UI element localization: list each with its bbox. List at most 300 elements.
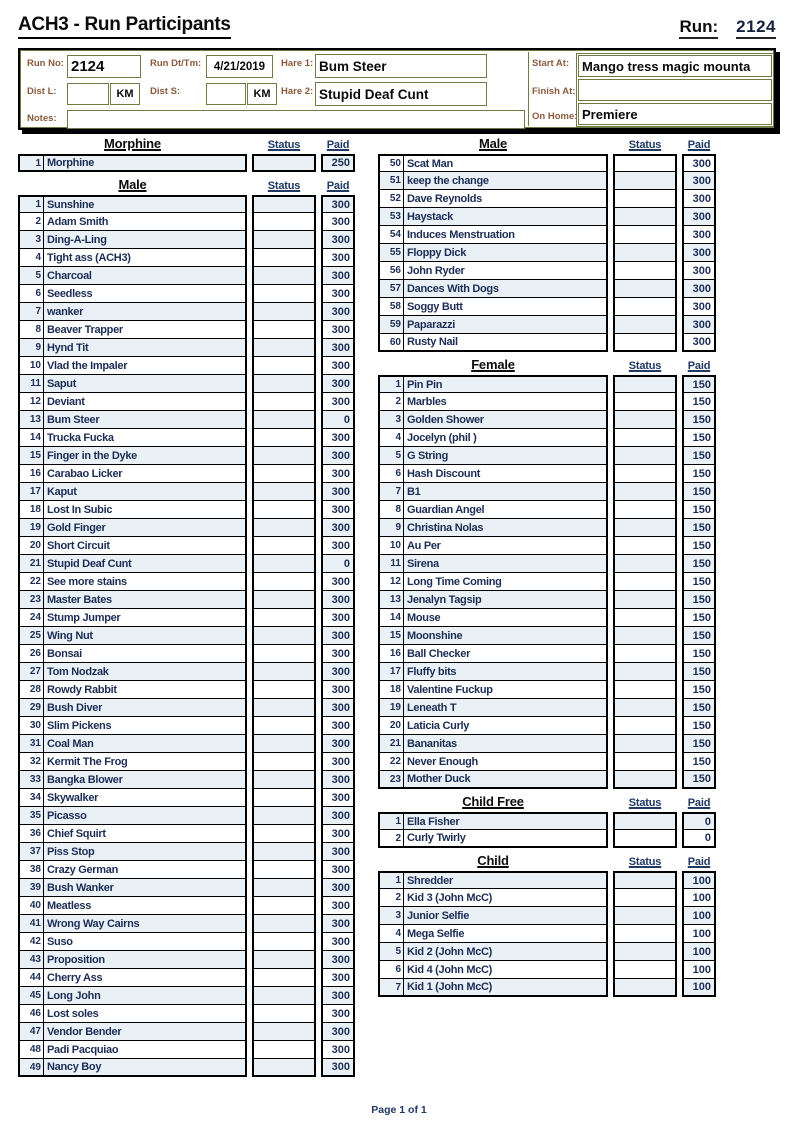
paid-amount: 250 [321, 154, 355, 172]
paid-amount: 150 [682, 609, 716, 627]
paid-column-header: Paid [687, 797, 711, 809]
finish-at-field [578, 79, 772, 101]
on-home-field: Premiere [578, 103, 772, 125]
runner-name: Proposition [44, 951, 247, 969]
status-cell [613, 154, 677, 172]
status-cell [252, 429, 316, 447]
paid-amount: 300 [321, 519, 355, 537]
paid-amount: 150 [682, 555, 716, 573]
row-number: 21 [18, 555, 44, 573]
status-cell [613, 334, 677, 352]
paid-amount: 300 [321, 591, 355, 609]
status-cell [613, 393, 677, 411]
paid-amount: 300 [682, 226, 716, 244]
status-cell [252, 195, 316, 213]
row-number: 19 [18, 519, 44, 537]
status-cell [613, 519, 677, 537]
row-number: 43 [18, 951, 44, 969]
status-cell [613, 429, 677, 447]
status-cell [613, 663, 677, 681]
status-column-header: Status [628, 797, 662, 809]
runner-name: Wing Nut [44, 627, 247, 645]
status-cell [252, 861, 316, 879]
paid-amount: 300 [321, 303, 355, 321]
status-cell [252, 447, 316, 465]
status-cell [252, 303, 316, 321]
hare2-label: Hare 2: [281, 86, 314, 97]
row-number: 18 [18, 501, 44, 519]
paid-amount: 300 [321, 933, 355, 951]
section-child-free [378, 794, 716, 848]
status-cell [613, 411, 677, 429]
row-number: 41 [18, 915, 44, 933]
paid-amount: 300 [321, 753, 355, 771]
paid-amount: 100 [682, 907, 716, 925]
row-number: 60 [378, 334, 404, 352]
status-cell [252, 951, 316, 969]
status-cell [252, 699, 316, 717]
section-title: Child [477, 853, 509, 868]
paid-amount: 300 [321, 1023, 355, 1041]
row-number: 12 [18, 393, 44, 411]
runner-name: Ella Fisher [404, 812, 608, 830]
runner-name: Coal Man [44, 735, 247, 753]
status-cell [613, 771, 677, 789]
status-cell [613, 483, 677, 501]
row-number: 13 [18, 411, 44, 429]
runner-name: Jenalyn Tagsip [404, 591, 608, 609]
paid-amount: 300 [321, 501, 355, 519]
status-cell [252, 681, 316, 699]
row-number: 18 [378, 681, 404, 699]
runner-name: Fluffy bits [404, 663, 608, 681]
paid-amount: 300 [321, 483, 355, 501]
status-cell [613, 501, 677, 519]
status-cell [613, 537, 677, 555]
status-cell [613, 871, 677, 889]
runner-name: Marbles [404, 393, 608, 411]
runner-name: Master Bates [44, 591, 247, 609]
section-header-female [378, 357, 716, 372]
status-cell [252, 1005, 316, 1023]
status-cell [613, 555, 677, 573]
status-cell [252, 879, 316, 897]
row-number: 35 [18, 807, 44, 825]
paid-amount: 300 [321, 429, 355, 447]
status-cell [613, 375, 677, 393]
row-number: 26 [18, 645, 44, 663]
row-number: 9 [18, 339, 44, 357]
runner-name: Kermit The Frog [44, 753, 247, 771]
row-number: 45 [18, 987, 44, 1005]
row-number: 4 [378, 925, 404, 943]
runner-name: Shredder [404, 871, 608, 889]
row-number: 22 [378, 753, 404, 771]
status-cell [252, 375, 316, 393]
section-male [378, 136, 716, 352]
row-number: 34 [18, 789, 44, 807]
start-at-label: Start At: [532, 58, 570, 69]
runner-name: Cherry Ass [44, 969, 247, 987]
runner-name: Mega Selfie [404, 925, 608, 943]
row-number: 44 [18, 969, 44, 987]
row-number: 27 [18, 663, 44, 681]
status-cell [613, 465, 677, 483]
paid-amount: 300 [321, 249, 355, 267]
runner-name: Soggy Butt [404, 298, 608, 316]
row-number: 8 [378, 501, 404, 519]
runner-name: Nancy Boy [44, 1059, 247, 1077]
paid-amount: 100 [682, 925, 716, 943]
paid-amount: 300 [321, 699, 355, 717]
row-number: 33 [18, 771, 44, 789]
paid-amount: 300 [321, 879, 355, 897]
runner-name: Christina Nolas [404, 519, 608, 537]
paid-amount: 150 [682, 645, 716, 663]
row-number: 32 [18, 753, 44, 771]
paid-amount: 300 [321, 339, 355, 357]
run-no-field: 2124 [67, 55, 141, 78]
status-cell [252, 843, 316, 861]
dist-l-field [67, 83, 109, 105]
paid-amount: 300 [321, 681, 355, 699]
status-cell [252, 231, 316, 249]
runner-name: Laticia Curly [404, 717, 608, 735]
row-number: 56 [378, 262, 404, 280]
status-cell [252, 609, 316, 627]
paid-amount: 300 [682, 190, 716, 208]
row-number: 7 [378, 979, 404, 997]
paid-amount: 300 [321, 663, 355, 681]
form-divider [528, 52, 529, 126]
runner-name: Haystack [404, 208, 608, 226]
runner-name: Kid 4 (John McC) [404, 961, 608, 979]
paid-amount: 150 [682, 717, 716, 735]
status-cell [613, 961, 677, 979]
runner-name: Carabao Licker [44, 465, 247, 483]
status-cell [252, 717, 316, 735]
runner-name: Seedless [44, 285, 247, 303]
runner-name: Mother Duck [404, 771, 608, 789]
status-cell [613, 609, 677, 627]
row-number: 17 [378, 663, 404, 681]
section-table-female [378, 375, 716, 789]
status-cell [613, 280, 677, 298]
section-morphine [18, 136, 355, 172]
status-cell [252, 213, 316, 231]
paid-column-header: Paid [687, 856, 711, 868]
paid-amount: 100 [682, 889, 716, 907]
paid-amount: 150 [682, 501, 716, 519]
row-number: 46 [18, 1005, 44, 1023]
status-cell [252, 519, 316, 537]
dist-s-unit: KM [247, 83, 277, 105]
hare1-field: Bum Steer [315, 54, 487, 78]
row-number: 14 [378, 609, 404, 627]
row-number: 8 [18, 321, 44, 339]
runner-name: Beaver Trapper [44, 321, 247, 339]
row-number: 12 [378, 573, 404, 591]
status-cell [613, 699, 677, 717]
runner-name: Lost In Subic [44, 501, 247, 519]
paid-amount: 300 [321, 807, 355, 825]
runner-name: Hash Discount [404, 465, 608, 483]
runner-name: Vlad the Impaler [44, 357, 247, 375]
paid-amount: 300 [321, 843, 355, 861]
paid-amount: 150 [682, 681, 716, 699]
run-info-box [18, 48, 776, 130]
status-cell [613, 573, 677, 591]
status-cell [613, 226, 677, 244]
row-number: 55 [378, 244, 404, 262]
status-cell [252, 735, 316, 753]
paid-amount: 150 [682, 465, 716, 483]
status-cell [252, 555, 316, 573]
row-number: 17 [18, 483, 44, 501]
row-number: 1 [378, 375, 404, 393]
dist-l-label: Dist L: [27, 86, 57, 97]
status-cell [252, 987, 316, 1005]
runner-name: Scat Man [404, 154, 608, 172]
page-footer: Page 1 of 1 [371, 1104, 427, 1116]
start-at-field: Mango tress magic mounta [578, 55, 772, 77]
paid-amount: 150 [682, 771, 716, 789]
status-cell [252, 411, 316, 429]
runner-name: B1 [404, 483, 608, 501]
paid-amount: 300 [321, 375, 355, 393]
runner-name: Dances With Dogs [404, 280, 608, 298]
runner-name: Sirena [404, 555, 608, 573]
paid-amount: 300 [321, 393, 355, 411]
status-column-header: Status [628, 856, 662, 868]
runner-name: Kid 1 (John McC) [404, 979, 608, 997]
paid-amount: 150 [682, 429, 716, 447]
paid-amount: 150 [682, 573, 716, 591]
status-cell [613, 907, 677, 925]
status-cell [252, 645, 316, 663]
paid-amount: 300 [682, 334, 716, 352]
row-number: 28 [18, 681, 44, 699]
status-cell [252, 753, 316, 771]
runner-name: Guardian Angel [404, 501, 608, 519]
runner-name: Sunshine [44, 195, 247, 213]
paid-column-header: Paid [687, 360, 711, 372]
runner-name: Crazy German [44, 861, 247, 879]
runner-name: Adam Smith [44, 213, 247, 231]
runner-name: Pin Pin [404, 375, 608, 393]
status-cell [252, 1023, 316, 1041]
section-child [378, 853, 716, 997]
row-number: 57 [378, 280, 404, 298]
row-number: 1 [378, 871, 404, 889]
status-cell [252, 933, 316, 951]
paid-amount: 150 [682, 393, 716, 411]
runner-name: Au Per [404, 537, 608, 555]
paid-amount: 300 [321, 627, 355, 645]
row-number: 23 [378, 771, 404, 789]
section-header-child [378, 853, 716, 868]
runner-name: Stump Jumper [44, 609, 247, 627]
paid-amount: 300 [321, 537, 355, 555]
runner-name: Bangka Blower [44, 771, 247, 789]
paid-amount: 150 [682, 375, 716, 393]
runner-name: Vendor Bender [44, 1023, 247, 1041]
paid-amount: 300 [321, 789, 355, 807]
row-number: 11 [18, 375, 44, 393]
runner-name: Curly Twirly [404, 830, 608, 848]
runner-name: Kaput [44, 483, 247, 501]
status-cell [252, 627, 316, 645]
runner-name: Saput [44, 375, 247, 393]
runner-name: Ball Checker [404, 645, 608, 663]
status-cell [613, 830, 677, 848]
status-cell [252, 154, 316, 172]
runner-name: John Ryder [404, 262, 608, 280]
section-table-male [378, 154, 716, 352]
section-title: Child Free [462, 794, 524, 809]
runner-name: Paparazzi [404, 316, 608, 334]
status-cell [613, 735, 677, 753]
runner-name: Jocelyn (phil ) [404, 429, 608, 447]
runner-name: Long Time Coming [404, 573, 608, 591]
status-cell [613, 262, 677, 280]
runner-name: Picasso [44, 807, 247, 825]
status-column-header: Status [628, 139, 662, 151]
runner-name: Slim Pickens [44, 717, 247, 735]
runner-name: Long John [44, 987, 247, 1005]
paid-amount: 300 [682, 298, 716, 316]
run-dttm-field: 4/21/2019 [206, 55, 273, 78]
row-number: 25 [18, 627, 44, 645]
run-label: Run: [679, 17, 718, 39]
status-cell [613, 812, 677, 830]
runner-name: Induces Menstruation [404, 226, 608, 244]
runner-name: Rowdy Rabbit [44, 681, 247, 699]
runner-name: Deviant [44, 393, 247, 411]
row-number: 2 [378, 889, 404, 907]
left-column [18, 136, 355, 1077]
row-number: 24 [18, 609, 44, 627]
row-number: 5 [378, 447, 404, 465]
run-header [679, 17, 776, 39]
on-home-label: On Home: [532, 111, 578, 122]
status-cell [252, 537, 316, 555]
runner-name: Skywalker [44, 789, 247, 807]
paid-amount: 300 [682, 172, 716, 190]
row-number: 47 [18, 1023, 44, 1041]
status-cell [252, 357, 316, 375]
runner-name: Golden Shower [404, 411, 608, 429]
status-cell [613, 208, 677, 226]
status-cell [252, 1059, 316, 1077]
paid-amount: 300 [321, 357, 355, 375]
status-column-header: Status [628, 360, 662, 372]
section-header-male [18, 177, 355, 192]
paid-amount: 150 [682, 591, 716, 609]
paid-amount: 150 [682, 447, 716, 465]
runner-name: Hynd Tit [44, 339, 247, 357]
row-number: 51 [378, 172, 404, 190]
row-number: 58 [378, 298, 404, 316]
row-number: 1 [18, 195, 44, 213]
row-number: 3 [378, 907, 404, 925]
paid-amount: 100 [682, 871, 716, 889]
paid-amount: 300 [321, 447, 355, 465]
paid-amount: 300 [321, 987, 355, 1005]
paid-amount: 150 [682, 483, 716, 501]
status-cell [613, 298, 677, 316]
runner-name: wanker [44, 303, 247, 321]
runner-name: Ding-A-Ling [44, 231, 247, 249]
runner-name: Morphine [44, 154, 247, 172]
runner-name: Wrong Way Cairns [44, 915, 247, 933]
runner-name: Suso [44, 933, 247, 951]
row-number: 39 [18, 879, 44, 897]
paid-amount: 300 [321, 1041, 355, 1059]
status-cell [613, 190, 677, 208]
runner-name: Rusty Nail [404, 334, 608, 352]
runner-name: Tom Nodzak [44, 663, 247, 681]
row-number: 42 [18, 933, 44, 951]
row-number: 5 [378, 943, 404, 961]
section-table-child-free [378, 812, 716, 848]
status-cell [613, 753, 677, 771]
status-cell [252, 321, 316, 339]
row-number: 20 [378, 717, 404, 735]
paid-amount: 100 [682, 943, 716, 961]
paid-amount: 300 [682, 316, 716, 334]
section-table-child [378, 871, 716, 997]
status-cell [252, 393, 316, 411]
paid-amount: 300 [321, 573, 355, 591]
participants-area [18, 136, 798, 1077]
runner-name: Tight ass (ACH3) [44, 249, 247, 267]
status-cell [613, 627, 677, 645]
runner-name: Lost soles [44, 1005, 247, 1023]
paid-amount: 300 [321, 717, 355, 735]
runner-name: G String [404, 447, 608, 465]
status-cell [252, 339, 316, 357]
runner-name: Bananitas [404, 735, 608, 753]
paid-amount: 300 [321, 1059, 355, 1077]
row-number: 15 [378, 627, 404, 645]
row-number: 10 [18, 357, 44, 375]
paid-amount: 300 [321, 267, 355, 285]
paid-amount: 300 [321, 861, 355, 879]
runner-name: Bush Diver [44, 699, 247, 717]
notes-field [67, 110, 525, 129]
paid-amount: 300 [682, 154, 716, 172]
paid-amount: 0 [682, 812, 716, 830]
row-number: 6 [378, 465, 404, 483]
row-number: 6 [18, 285, 44, 303]
status-cell [613, 316, 677, 334]
runner-name: Never Enough [404, 753, 608, 771]
paid-amount: 300 [321, 1005, 355, 1023]
status-column-header: Status [267, 180, 301, 192]
report-header [0, 0, 798, 39]
status-cell [613, 681, 677, 699]
row-number: 1 [378, 812, 404, 830]
runner-name: Kid 3 (John McC) [404, 889, 608, 907]
runner-name: Short Circuit [44, 537, 247, 555]
runner-name: Kid 2 (John McC) [404, 943, 608, 961]
status-cell [613, 172, 677, 190]
status-cell [613, 645, 677, 663]
status-cell [613, 717, 677, 735]
paid-amount: 300 [321, 897, 355, 915]
right-column [378, 136, 716, 1077]
